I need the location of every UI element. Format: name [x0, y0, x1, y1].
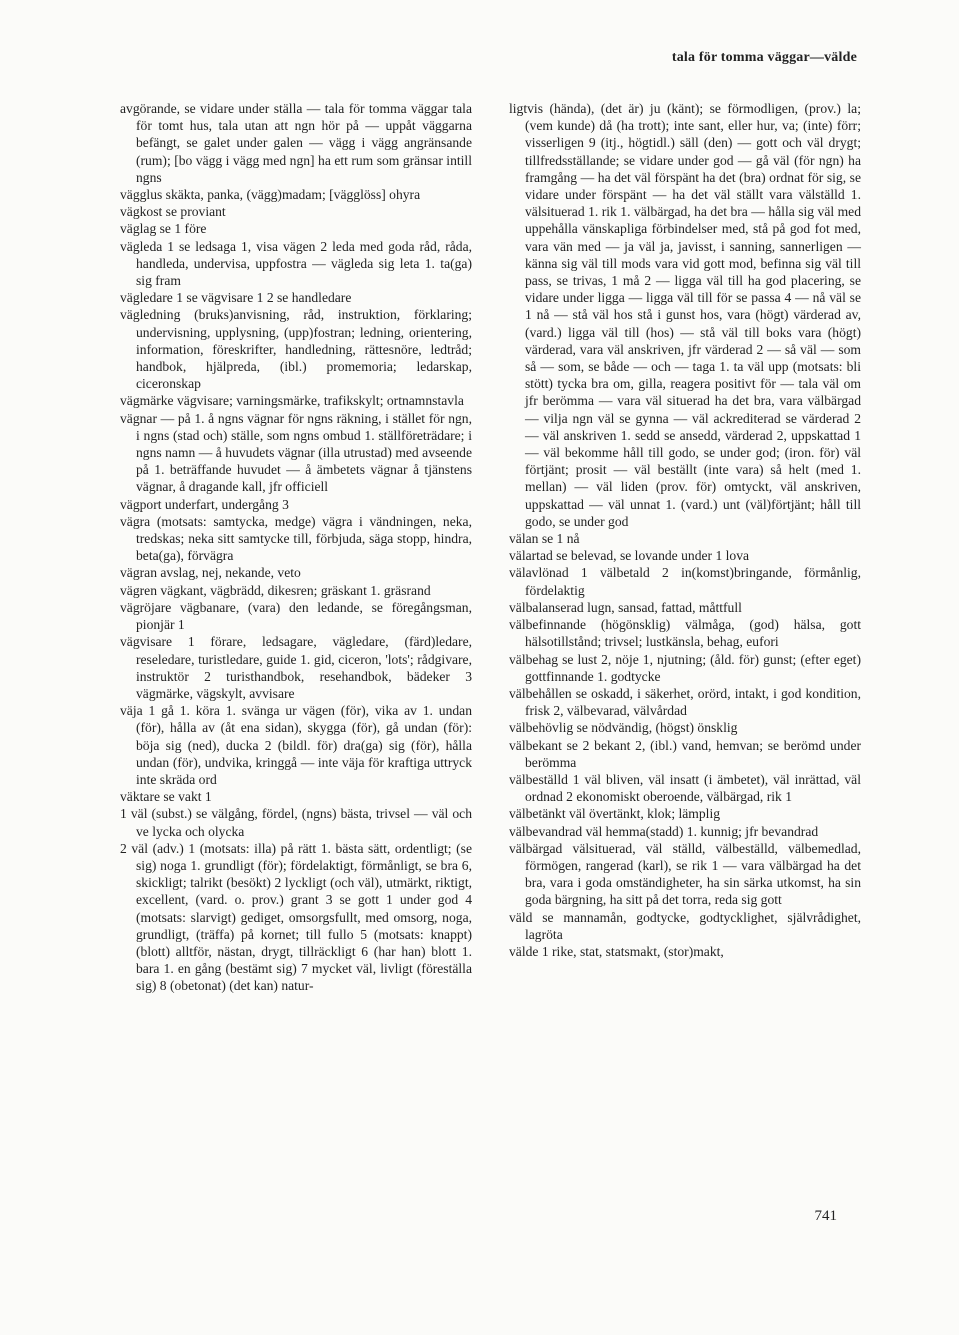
dictionary-entry: 2 väl (adv.) 1 (motsats: illa) på rätt 1. bästa sätt, ordentligt; (se sig) noga 1. grundligt (för); fördelaktigt, förmånligt, se bra 6, skickligt; talrikt (besökt) 2 lyckligt (och väl), utmärkt, riktigt, excellent, (vard. o. prov.) grant 3 se gott 1 under god 4 (motsats: slarvigt) gediget, omsorgsfullt, med omsorg, noga, grundligt, (träffa) på kornet; till fullo 5 (motsats: knappt) (blott) alltför, nästan, drygt, tillräckligt 6 (har han) blott 1. bara 1. en gång (bestämt sig) 7 mycket väl, livligt (föreställa sig) 8 (obetonat) (det kan) natur-	[120, 840, 472, 994]
dictionary-entry: välbetänkt väl övertänkt, klok; lämplig	[509, 806, 721, 822]
dictionary-entry: vägren vägkant, vägbrädd, dikesren; gräskant 1. gräsrand	[120, 582, 431, 598]
dictionary-entry: ligtvis (hända), (det är) ju (känt); se förmodligen, (prov.) la; (vem kunde) då (ha trott); inte sant, eller hur, va; (inte) förr; visserligen 9 (itj., högtidl.) säll (den) — gott och väl drygt; tillfredsställande; se vidare under god — gå väl (för ngn) ha framgång — ha det väl förspänt ha det (bra) ordnat för sig, se vidare under förspänt — ha det väl ställt vara välställd 1. välsituerad 1. rik 1. välbärgad, ha det bra — hålla sig väl med uppehålla vänskapliga förbindelser med, stå på god fot med, vara vän med — ja väl ja, javisst, i sanning, sannerligen — känna sig väl till mods vara vid gott mod, befinna sig väl till pass, se trivas, 1 må 2 — ligga väl till ha god placering, se vidare under ligga — ligga väl till för se passa 4 — nå väl se 1 nå — stå väl hos stå i gunst hos, vara (högt) värderad av, (vard.) ligga väl till (hos) — stå väl till boks vara (högt) värderad, vara väl anskriven, jfr värderad 2 — så väl — som så — som, se både — och — taga 1. ta väl upp (motsats: bli stött) tycka bra om, gilla, reagera positivt för — tala väl om jfr berömma — vara väl situerad ha det bra, vara välbärgad — vilja ngn väl se gynna — väl ackrediterad se värderad 2 — väl anskriven 1. sedd se ansedd, värderad 2, uppskattad 1 — väl bekomme håll till godo, se under god; (iron. för) väl förtjänt; prosit — väl beställt (inte vara) så helt (med 1. mellan) — väl liden (prov. för) omtyckt, väl anskriven, uppskattad — väl unnat 1. (vard.) unt (väl)förtjänt; håll till godo, se under god	[509, 101, 861, 529]
dictionary-entry: välde 1 rike, stat, statsmakt, (stor)makt,	[509, 943, 724, 959]
dictionary-entry: väld se mannamån, godtycke, godtycklighet, självrådighet, lagröta	[509, 909, 861, 942]
dictionary-entry: välbalanserad lugn, sansad, fattad, måttfull	[509, 599, 742, 615]
dictionary-entry: vägra (motsats: samtycka, medge) vägra i vändningen, neka, tredskas; neka sitt samtycke till, förbjuda, säga stopp, hindra, beta(ga), förvägra	[120, 513, 472, 564]
dictionary-entry: vägran avslag, nej, nekande, veto	[120, 565, 301, 581]
right-column	[509, 100, 861, 960]
dictionary-entry: vägnar — på 1. å ngns vägnar för ngns räkning, i stället för ngn, i ngns (stad och) ställe, som ngns ombud 1. ställföreträdare; i ngns namn — å huvudets vägnar (illa utrustad) med avseende på 1. beträffande huvudet — å ämbetets vägnar å tjänstens vägnar, å dragande kall, jfr officiell	[120, 410, 472, 495]
running-head: tala för tomma väggar—välde	[671, 50, 857, 65]
dictionary-entry: 1 väl (subst.) se välgång, fördel, (ngns) bästa, trivsel — väl och ve lycka och olycka	[120, 806, 472, 839]
dictionary-entry: välbevandrad väl hemma(stadd) 1. kunnig; jfr bevandrad	[509, 823, 819, 839]
dictionary-entry: vägport underfart, undergång 3	[120, 496, 289, 512]
dictionary-entry: vägkost se proviant	[120, 204, 226, 220]
dictionary-entry: välbärgad välsituerad, väl ställd, välbeställd, välbemedlad, förmögen, rangerad (karl), se rik 1 — vara välbärgad ha det bra, vara i goda omständigheter, ha sin särka utkomst, ha sin goda bärgning, ha sitt på det torra, reda sig gott	[509, 840, 861, 908]
dictionary-entry: vägglus skäkta, panka, (vägg)madam; [vägglöss] ohyra	[120, 187, 421, 203]
dictionary-entry: välbekant se 2 bekant 2, (ibl.) vand, hemvan; se berömd under berömma	[509, 737, 861, 770]
dictionary-entry: vägvisare 1 förare, ledsagare, vägledare, (färd)ledare, reseledare, turistledare, guide 1. gid, ciceron, 'lots'; rådgivare, instruktör 2 turisthandbok, resehandbok, bädeker 3 vägmärke, vägskylt, avvisare	[120, 634, 472, 701]
dictionary-entry: välbehållen se oskadd, i säkerhet, orörd, intakt, i god kondition, frisk 2, välbevarad, välvårdad	[509, 685, 861, 719]
dictionary-entry: väja 1 gå 1. köra 1. svänga ur vägen (för), vika av 1. undan (för), hålla av (åt ena sidan), skygga (för), gå undan (för): böja sig (ned), ducka 2 (bildl. för) dra(ga) sig (för), hålla undan (för), undvika, kringgå — inte väja för kraftiga uttryck inte skräda ord	[120, 703, 472, 787]
dictionary-entry: välan se 1 nå	[509, 531, 580, 547]
dictionary-entry: välbehövlig se nödvändig, (högst) önsklig	[509, 720, 738, 736]
left-column	[120, 100, 472, 995]
page-number: 741	[814, 1208, 837, 1224]
dictionary-entry: vägmärke vägvisare; varningsmärke, trafikskylt; ortnamnstavla	[120, 393, 464, 409]
dictionary-entry: vägleda 1 se ledsaga 1, visa vägen 2 leda med goda råd, råda, handleda, undervisa, uppfostra — vägleda sig leta 1. ta(ga) sig fram	[120, 238, 472, 289]
dictionary-entry: välbehag se lust 2, nöje 1, njutning; (åld. för) gunst; (efter eget) gottfinnande 1. godtycke	[509, 651, 861, 684]
dictionary-entry: välbeställd 1 väl bliven, väl insatt (i ämbetet), väl inrättad, väl ordnad 2 ekonomiskt oberoende, välbärgad, rik 1	[509, 771, 861, 805]
dictionary-entry: välbefinnande (högönsklig) välmåga, (god) hälsa, gott hälsotillstånd; trivsel; lustkänsla, behag, eufori	[509, 617, 861, 650]
dictionary-entry: vägledning (bruks)anvisning, råd, instruktion, förklaring; undervisning, upplysning, (upp)fostran; ledning, orientering, information, föreskrifter, handledning, rättesnöre, ledtråd; handbok, hjälpreda, (ibl.) promemoria; ledarskap, ciceronskap	[120, 307, 472, 392]
dictionary-entry: välavlönad 1 välbetald 2 in(komst)bringande, förmånlig, fördelaktig	[509, 565, 861, 598]
dictionary-entry: vägröjare vägbanare, (vara) den ledande, se föregångsman, pionjär 1	[120, 599, 472, 633]
dictionary-entry: väglag se 1 före	[120, 221, 207, 237]
dictionary-entry: väktare se vakt 1	[120, 789, 212, 805]
dictionary-entry: vägledare 1 se vägvisare 1 2 se handledare	[120, 290, 352, 306]
dictionary-entry: avgörande, se vidare under ställa — tala för tomma väggar tala för tomt hus, tala utan att ngn hör på — uppåt väggarna befängt, se galet under galen — vägg i vägg angränsande (rum); [bo vägg i vägg med ngn] ha ett rum som gränsar intill ngns	[120, 101, 472, 185]
dictionary-entry: välartad se belevad, se lovande under 1 lova	[509, 548, 750, 564]
